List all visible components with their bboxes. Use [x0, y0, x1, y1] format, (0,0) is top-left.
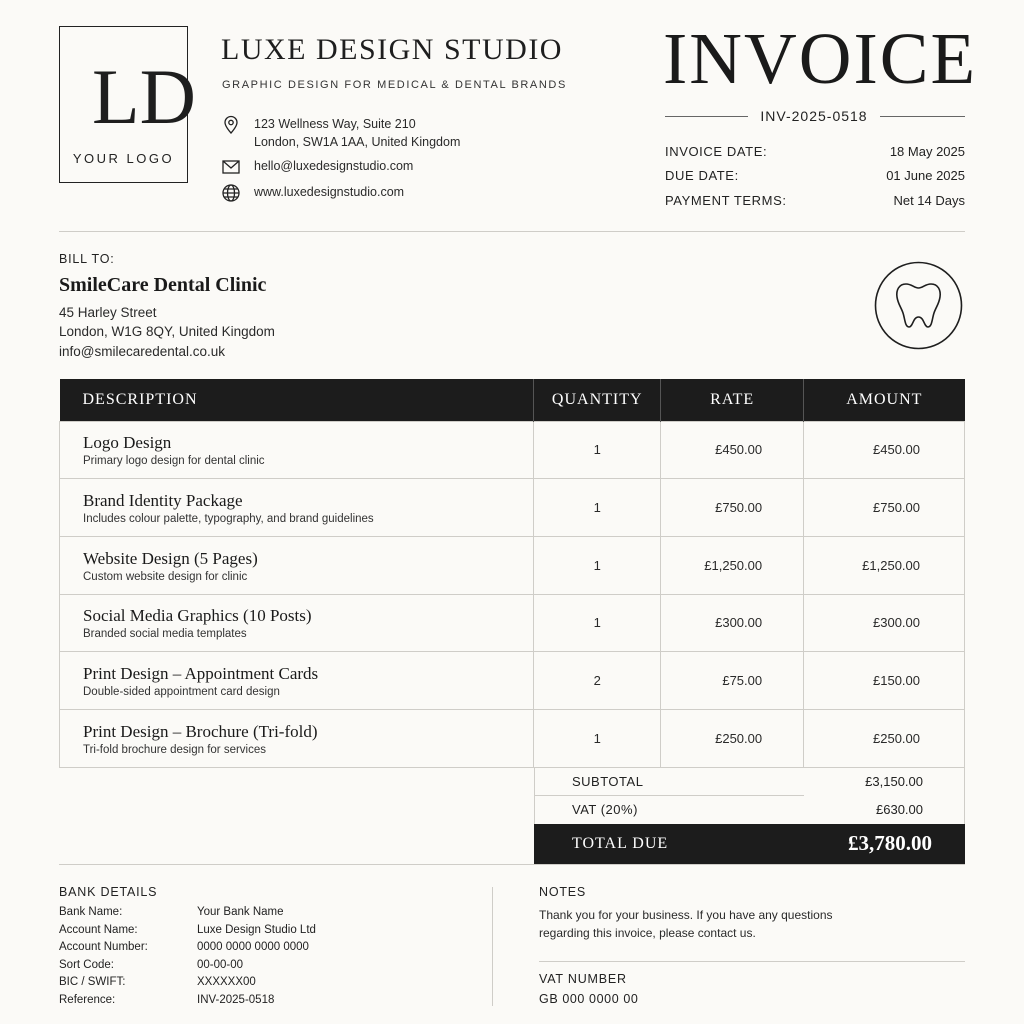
meta-label: DUE DATE:	[665, 168, 739, 183]
logo-placeholder	[59, 26, 196, 183]
item-description: Branded social media templates	[83, 628, 247, 641]
bank-field-value: INV-2025-0518	[197, 993, 275, 1006]
bank-field-value: Your Bank Name	[197, 906, 284, 918]
studio-tagline: GRAPHIC DESIGN FOR MEDICAL & DENTAL BRANDS	[222, 79, 567, 91]
total-due-label: TOTAL DUE	[572, 835, 669, 852]
item-amount: £250.00	[804, 709, 965, 767]
bank-field-label: BIC / SWIFT:	[59, 976, 126, 988]
table-row	[60, 594, 965, 652]
map-pin-icon	[221, 115, 241, 135]
invoice-number: INV-2025-0518	[760, 108, 868, 124]
bank-field-label: Sort Code:	[59, 958, 114, 971]
divider	[880, 116, 965, 117]
item-description: Tri-fold brochure design for services	[83, 743, 267, 756]
invoice-title: INVOICE	[663, 18, 978, 99]
divider	[539, 961, 965, 962]
vat-value: £630.00	[876, 802, 923, 817]
vat-label: VAT (20%)	[572, 802, 638, 817]
item-rate: £75.00	[661, 652, 804, 710]
table-row	[60, 536, 965, 594]
item-amount: £450.00	[804, 421, 965, 479]
globe-icon	[221, 183, 241, 203]
item-description: Includes colour palette, typography, and brand guidelines	[83, 513, 374, 526]
meta-label: INVOICE DATE:	[665, 144, 768, 159]
table-row	[60, 709, 965, 767]
studio-email[interactable]: hello@luxedesignstudio.com	[254, 159, 414, 173]
payment-terms-row	[665, 193, 965, 208]
total-due-value: £3,780.00	[848, 831, 932, 855]
bank-field-value: 00-00-00	[197, 958, 244, 971]
item-rate: £250.00	[661, 709, 804, 767]
website-row	[221, 183, 404, 203]
notes-label: NOTES	[539, 885, 587, 899]
email-row	[221, 157, 413, 177]
meta-value: 18 May 2025	[889, 144, 965, 159]
item-quantity: 1	[534, 536, 661, 594]
address-row	[221, 115, 460, 151]
bill-to-label: BILL TO:	[59, 252, 115, 266]
studio-name: LUXE DESIGN STUDIO	[221, 33, 563, 66]
studio-address-line1: 123 Wellness Way, Suite 210	[254, 117, 416, 131]
divider	[665, 116, 748, 117]
item-name: Brand Identity Package	[83, 491, 243, 511]
line-items-table	[59, 379, 965, 768]
mail-icon	[221, 157, 241, 177]
studio-website[interactable]: www.luxedesignstudio.com	[254, 185, 405, 199]
column-header-description: DESCRIPTION	[60, 379, 534, 421]
bank-field-label: Account Name:	[59, 923, 138, 936]
divider	[964, 767, 965, 824]
item-rate: £300.00	[661, 594, 804, 652]
due-date-row	[665, 168, 965, 183]
table-row	[60, 421, 965, 479]
table-row	[60, 652, 965, 710]
divider	[534, 795, 804, 796]
subtotal-label: SUBTOTAL	[572, 774, 644, 789]
tooth-icon	[874, 261, 963, 350]
bank-field-value: XXXXXX00	[197, 976, 256, 988]
item-quantity: 1	[534, 709, 661, 767]
item-description: Double-sided appointment card design	[83, 686, 280, 699]
table-header-row	[60, 379, 965, 421]
item-amount: £1,250.00	[804, 536, 965, 594]
bank-field-value: 0000 0000 0000 0000	[197, 941, 309, 953]
item-rate: £450.00	[661, 421, 804, 479]
client-street: 45 Harley Street	[59, 305, 157, 320]
notes-text: Thank you for your business. If you have any questions regarding this invoice, please contact us.	[539, 908, 833, 940]
bank-field-value: Luxe Design Studio Ltd	[197, 923, 316, 936]
item-quantity: 1	[534, 479, 661, 537]
bank-field-label: Reference:	[59, 993, 116, 1006]
column-header-rate: RATE	[661, 379, 804, 421]
studio-address-line2: London, SW1A 1AA, United Kingdom	[254, 135, 461, 149]
column-header-amount: AMOUNT	[804, 379, 965, 421]
svg-text:LD: LD	[92, 53, 196, 140]
item-description: Primary logo design for dental clinic	[83, 455, 265, 468]
item-rate: £1,250.00	[661, 536, 804, 594]
item-quantity: 1	[534, 421, 661, 479]
total-due-bar	[534, 824, 965, 864]
client-name: SmileCare Dental Clinic	[59, 274, 267, 296]
client-city: London, W1G 8QY, United Kingdom	[59, 324, 275, 339]
logo-monogram	[86, 49, 196, 140]
bank-field-label: Bank Name:	[59, 906, 123, 918]
item-rate: £750.00	[661, 479, 804, 537]
meta-value: 01 June 2025	[886, 168, 965, 183]
bank-field-label: Account Number:	[59, 941, 148, 953]
item-amount: £150.00	[804, 652, 965, 710]
client-email[interactable]: info@smilecaredental.co.uk	[59, 344, 226, 359]
item-name: Website Design (5 Pages)	[83, 548, 258, 568]
divider	[59, 231, 965, 232]
invoice-date-row	[665, 144, 965, 159]
meta-value: Net 14 Days	[893, 193, 965, 208]
item-quantity: 1	[534, 594, 661, 652]
item-name: Social Media Graphics (10 Posts)	[83, 606, 312, 626]
table-row	[60, 479, 965, 537]
item-amount: £750.00	[804, 479, 965, 537]
vat-number: GB 000 0000 00	[539, 992, 639, 1006]
subtotal-value: £3,150.00	[865, 774, 923, 789]
item-name: Logo Design	[83, 433, 172, 453]
column-header-quantity: QUANTITY	[534, 379, 661, 421]
divider	[492, 887, 493, 1006]
item-amount: £300.00	[804, 594, 965, 652]
logo-text: YOUR LOGO	[72, 151, 175, 166]
vat-number-label: VAT NUMBER	[539, 972, 627, 986]
item-name: Print Design – Appointment Cards	[83, 664, 319, 684]
divider	[59, 864, 965, 865]
item-quantity: 2	[534, 652, 661, 710]
bank-details-label: BANK DETAILS	[59, 885, 158, 899]
meta-label: PAYMENT TERMS:	[665, 193, 787, 208]
item-name: Print Design – Brochure (Tri-fold)	[83, 721, 318, 741]
item-description: Custom website design for clinic	[83, 570, 248, 583]
